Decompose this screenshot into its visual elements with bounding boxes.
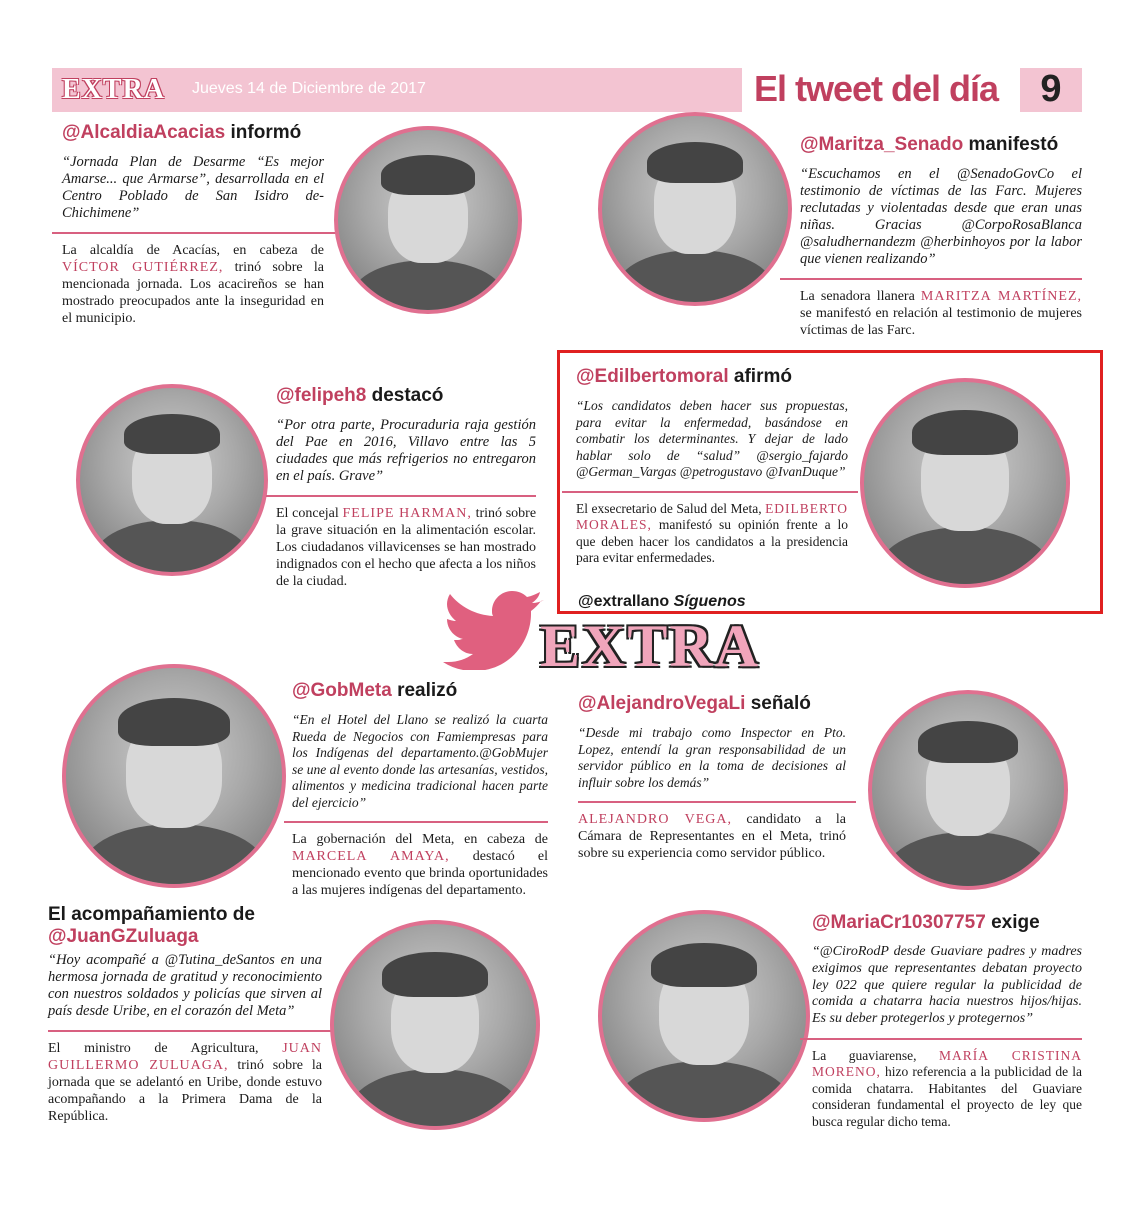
portrait-photo-juan-guillermo-zuluaga	[330, 920, 540, 1130]
body-text: candidato a la Cámara de Representantes en el Meta, trinó sobre su experiencia como servidor público.	[578, 812, 846, 861]
tweet-body	[48, 1040, 322, 1125]
portrait-hair	[912, 410, 1017, 454]
tweet-heading	[800, 134, 1082, 156]
twitter-handle[interactable]: @Edilbertomoral	[576, 366, 729, 387]
tweet-heading	[578, 693, 846, 715]
tweet-verb: realizó	[397, 680, 458, 701]
divider	[578, 801, 856, 803]
twitter-bird-icon	[440, 590, 550, 670]
tweet-entry-maritza-senado	[800, 134, 1082, 339]
tweet-quote: “En el Hotel del Llano se realizó la cuarta Rueda de Negocios con Famiempresas para los Indígenas del departamento.@GobMujer se une al evento donde las artesanías, vestidos, alimentos y medicina tradicional hacen parte del ejercicio”	[292, 712, 548, 810]
body-text: trinó sobre la grave situación en la alimentación escolar. Los ciudadanos villavicenses se han mostrado indignados con el hecho que afecta a los niños de la ciudad.	[276, 506, 537, 589]
tweet-entry-alcaldia-acacias	[62, 122, 324, 327]
person-name: JUAN GUILLERMO ZULUAGA,	[48, 1041, 322, 1073]
tweet-body	[62, 242, 324, 327]
portrait-shoulders	[880, 527, 1050, 588]
twitter-handle[interactable]: @AlejandroVegaLi	[578, 693, 746, 714]
tweet-entry-edilbertomoral	[576, 366, 848, 567]
portrait-hair	[382, 952, 487, 996]
person-name: VÍCTOR GUTIÉRREZ,	[62, 260, 224, 275]
portrait-shoulders	[95, 520, 250, 576]
body-text: La alcaldía de Acacías, en cabeza de	[62, 243, 324, 258]
tweet-body	[578, 811, 846, 862]
tweet-heading	[292, 680, 548, 702]
tweet-heading	[276, 385, 536, 407]
portrait-shoulders	[887, 832, 1048, 890]
page-header	[52, 68, 1082, 112]
tweet-entry-gobmeta	[292, 680, 548, 899]
body-text: trinó sobre la jornada que se adelantó en Uribe, donde estuvo acompañando a la Primera Dama de la República.	[48, 1058, 323, 1124]
body-text: La gobernación del Meta, en cabeza de	[292, 832, 548, 847]
tweet-quote: “Por otra parte, Procuraduria raja gestión del Pae en 2016, Villavo entre las 5 ciudades que más refrigerios no entregaron en el país. Grave”	[276, 417, 536, 484]
portrait-shoulders	[618, 1061, 789, 1122]
portrait-hair	[918, 721, 1018, 763]
body-text: se manifestó en relación al testimonio de mujeres víctimas de las Farc.	[800, 306, 1082, 338]
extra-brand-logo: EXTRA	[540, 613, 761, 679]
tweet-heading	[812, 912, 1082, 934]
follow-line	[578, 593, 746, 611]
tweet-verb: afirmó	[733, 366, 792, 387]
person-name: ALEJANDRO VEGA,	[578, 812, 732, 827]
portrait-photo-edilberto-morales	[860, 378, 1070, 588]
portrait-hair	[651, 943, 757, 988]
tweet-entry-juangzuluaga	[48, 904, 322, 1125]
portrait-photo-marcela-amaya	[62, 664, 286, 888]
portrait-hair	[647, 142, 744, 183]
tweet-quote: “Jornada Plan de Desarme “Es mejor Amarse... que Armarse”, desarrollada en el Centro Poblado de San Isidro de-Chichimene”	[62, 154, 324, 221]
tweet-quote: “@CiroRodP desde Guaviare padres y madres exigimos que representantes debatan proyecto ley 022 que quiere regular la publicidad de comida a chatarra hacia nuestros hijos/hijas. Es su deber protegerlos y protegernos”	[812, 944, 1082, 1027]
tweet-verb: señaló	[750, 693, 811, 714]
body-text: manifestó su opinión frente a lo que deben hacer los candidatos a la presidencia para evitar enfermedades.	[576, 517, 849, 565]
header-date: Jueves 14 de Diciembre de 2017	[192, 80, 426, 97]
tweet-body	[576, 501, 848, 567]
portrait-shoulders	[350, 1069, 520, 1130]
divider	[562, 491, 858, 493]
tweet-verb: destacó	[371, 385, 444, 406]
body-text: destacó el mencionado evento que brinda oportunidades a las mujeres indígenas del departamento.	[292, 849, 548, 898]
page-number: 9	[1040, 68, 1062, 110]
portrait-shoulders	[352, 260, 503, 314]
divider	[52, 232, 338, 234]
divider	[800, 1038, 1082, 1040]
portrait-photo-felipe-harman	[76, 384, 268, 576]
body-text: El ministro de Agricultura,	[48, 1041, 259, 1056]
twitter-handle[interactable]: @JuanGZuluaga	[48, 926, 199, 947]
body-text: La senadora llanera	[800, 289, 915, 304]
tweet-verb: informó	[230, 122, 302, 143]
section-title: El tweet del día	[754, 68, 999, 109]
twitter-handle[interactable]: @Maritza_Senado	[800, 134, 964, 155]
portrait-hair	[124, 414, 220, 454]
person-name: MARÍA CRISTINA MORENO,	[812, 1047, 1082, 1080]
heading-prefix: El acompañamiento de	[48, 904, 255, 925]
tweet-entry-felipeh8	[276, 385, 536, 590]
portrait-shoulders	[83, 824, 264, 888]
body-text: trinó sobre la mencionada jornada. Los acacireños se han mostrado preocupados ante la inseguridad en el municipio.	[62, 260, 324, 326]
body-text: La guaviarense,	[812, 1047, 917, 1063]
tweet-body	[812, 1048, 1082, 1131]
tweet-quote: “Escuchamos en el @SenadoGovCo el testimonio de víctimas de las Farc. Mujeres reclutadas y violentadas desde que eran unas niñas. Gracias @CorpoRosaBlanca @saludhernandezm @herbinhoyos por la labor que vienen realizando”	[800, 166, 1082, 267]
body-text: hizo referencia a la publicidad de la comida chatarra. Habitantes del Guaviare consideran fundamental el proyecto de ley que busca regular dicho tema.	[812, 1064, 1082, 1129]
tweet-heading	[48, 904, 322, 948]
body-text: El concejal	[276, 506, 339, 521]
tweet-heading	[576, 366, 848, 388]
tweet-body	[292, 831, 548, 899]
tweet-quote: “Los candidatos deben hacer sus propuestas, para evitar la enfermedad, basándose en combatir los determinantes. Y dejar de lado hablar solo de “salud” @sergio_fajardo @German_Vargas @petrogustavo @IvanDuque”	[576, 398, 848, 479]
header-logo: EXTRA	[62, 74, 166, 105]
tweet-entry-mariacr10307757	[812, 912, 1082, 1130]
portrait-photo-alejandro-vega	[868, 690, 1068, 890]
divider	[780, 278, 1082, 280]
tweet-verb: manifestó	[968, 134, 1059, 155]
portrait-hair	[118, 698, 230, 746]
person-name: MARITZA MARTÍNEZ,	[920, 289, 1083, 304]
tweet-quote: “Desde mi trabajo como Inspector en Pto. Lopez, entendí la gran responsabilidad de un servidor público en la toma de decisiones al influir sobre los demás”	[578, 725, 846, 790]
follow-handle[interactable]: @extrallano	[578, 593, 670, 610]
tweet-body	[276, 505, 536, 590]
page-number-box	[1020, 68, 1082, 112]
person-name: EDILBERTO MORALES,	[576, 500, 848, 532]
twitter-handle[interactable]: @AlcaldiaAcacias	[62, 122, 226, 143]
tweet-verb: exige	[991, 912, 1040, 933]
tweet-heading	[62, 122, 324, 144]
tweet-quote: “Hoy acompañé a @Tutina_deSantos en una hermosa jornada de gratitud y reconocimiento con nuestros soldados y policías que sirven al país desde Uribe, en el corazón del Meta”	[48, 952, 322, 1019]
portrait-shoulders	[617, 250, 773, 306]
follow-cta: Síguenos	[673, 593, 746, 610]
person-name: MARCELA AMAYA,	[292, 849, 450, 864]
portrait-hair	[381, 155, 475, 195]
divider	[48, 1030, 342, 1032]
portrait-photo-victor-gutierrez	[334, 126, 522, 314]
twitter-handle[interactable]: @MariaCr10307757	[812, 912, 986, 933]
tweet-body	[800, 288, 1082, 339]
person-name: FELIPE HARMAN,	[342, 506, 472, 521]
tweet-entry-alejandrovegali	[578, 693, 846, 862]
portrait-photo-maria-cristina-moreno	[598, 910, 810, 1122]
divider	[284, 821, 548, 823]
body-text: El exsecretario de Salud del Meta,	[576, 500, 762, 516]
twitter-handle[interactable]: @GobMeta	[292, 680, 392, 701]
divider	[266, 495, 536, 497]
twitter-handle[interactable]: @felipeh8	[276, 385, 367, 406]
portrait-photo-maritza-martinez	[598, 112, 792, 306]
